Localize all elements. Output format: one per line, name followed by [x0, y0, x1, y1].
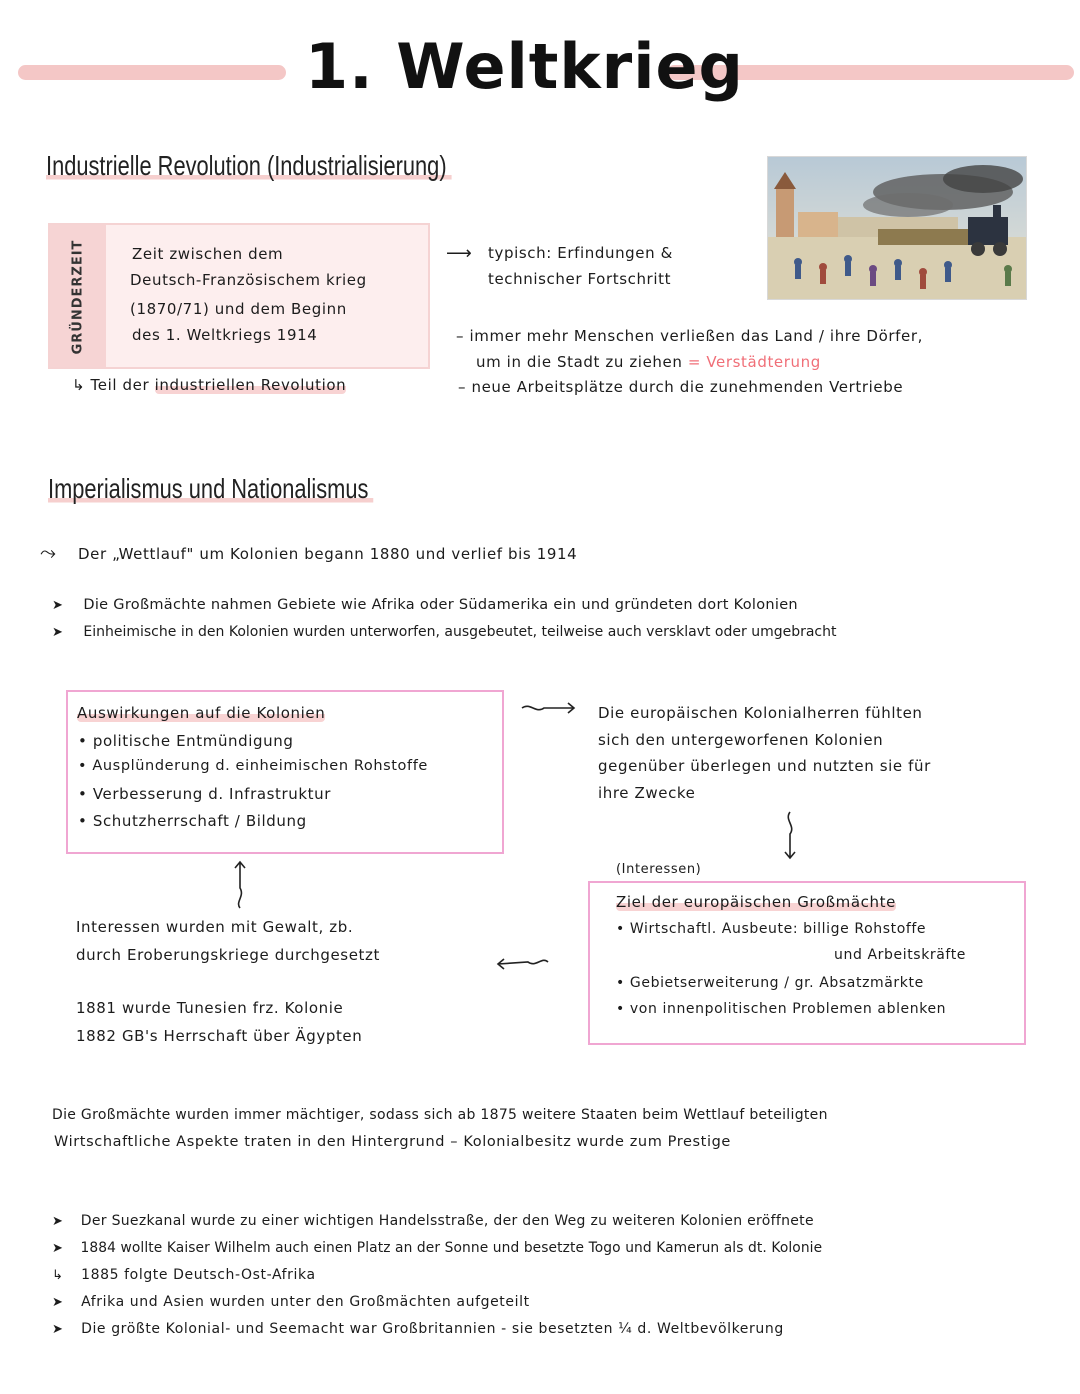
railway-illustration [767, 156, 1027, 300]
colonies-item-2: • Ausplünderung d. einheimischen Rohstoffe [78, 758, 428, 774]
colonies-item-3: • Verbesserung d. Infrastruktur [78, 785, 332, 803]
goals-item-3: • von innenpolitischen Problemen ablenken [616, 1001, 947, 1017]
force-line-2: durch Eroberungskriege durchgesetzt [76, 946, 380, 964]
final-bullet-2: ➤ 1884 wollte Kaiser Wilhelm auch einen Platz an der Sonne und besetzte Togo und Kamerun als dt. Kolonie [52, 1240, 823, 1256]
left-arrow-icon [498, 959, 548, 969]
typical-line-2: technischer Fortschritt [488, 270, 672, 288]
gruenderzeit-box [48, 223, 430, 369]
powers-bullet-2 [52, 622, 837, 640]
race-text: Der „Wettlauf" um Kolonien begann 1880 und verlief bis 1914 [77, 545, 578, 563]
up-arrow-icon [235, 862, 245, 908]
fact-2: 1882 GB's Herrschaft über Ägypten [76, 1027, 363, 1045]
dash-icon: – [458, 378, 467, 396]
triangle-bullet-icon: ➤ [52, 1322, 64, 1337]
triangle-bullet-icon: ➤ [52, 625, 64, 640]
goals-item-2: • Gebietserweiterung / gr. Absatzmärkte [616, 975, 924, 991]
rulers-line-4: ihre Zwecke [598, 784, 696, 802]
rulers-line-3: gegenüber überlegen und nutzten sie für [598, 757, 931, 775]
gruenderzeit-tab [50, 225, 106, 367]
dash-icon: – [456, 327, 465, 345]
down-arrow-icon [785, 812, 795, 858]
goals-item-1-cont: und Arbeitskräfte [834, 947, 967, 963]
typical-line-1: typisch: Erfindungen & [488, 244, 673, 262]
colonies-effects-box [66, 690, 504, 854]
bullet-text: neue Arbeitsplätze durch die zunehmenden Vertriebe [471, 378, 904, 396]
rulers-line-1: Die europäischen Kolonialherren fühlten [598, 704, 923, 722]
bullet-text: immer mehr Menschen verließen das Land / ihre Dörfer, [469, 327, 923, 345]
final-bullet-5: ➤ Die größte Kolonial- und Seemacht war Großbritannien - sie besetzten ¼ d. Weltbevölkerung [52, 1321, 784, 1337]
goals-box [588, 881, 1026, 1045]
gruenderzeit-label: GRÜNDERZEIT [70, 239, 86, 355]
note-arrow-icon: ↳ [72, 376, 86, 394]
bullet-text: Die Großmächte nahmen Gebiete wie Afrika oder Südamerika ein und gründeten dort Kolonien [83, 597, 798, 613]
colonies-item-1: • politische Entmündigung [78, 732, 294, 750]
summary-line-1: Die Großmächte wurden immer mächtiger, sodass sich ab 1875 weitere Staaten beim Wettlauf beteiligten [52, 1107, 828, 1123]
squiggle-arrow-icon: ⤳ [40, 540, 57, 564]
box-line-1: Zeit zwischen dem [132, 245, 284, 263]
box-line-3: (1870/71) und dem Beginn [130, 300, 347, 318]
note-prefix: Teil der [90, 376, 155, 394]
final-bullet-1: ➤ Der Suezkanal wurde zu einer wichtigen Handelsstraße, der den Weg zu weiteren Kolonien eröffnete [52, 1213, 814, 1229]
box-line-4: des 1. Weltkriegs 1914 [132, 326, 318, 344]
colonies-item-4: • Schutzherrschaft / Bildung [78, 812, 307, 830]
squiggle-arrow-right-icon [522, 703, 574, 713]
bullet-text: Einheimische in den Kolonien wurden unterworfen, ausgebeutet, teilweise auch versklavt oder umgebracht [83, 624, 837, 640]
return-arrow-icon: ↳ [52, 1268, 64, 1283]
page-title: 1. Weltkrieg [305, 30, 744, 103]
box-line-2: Deutsch-Französischem krieg [130, 271, 367, 289]
note-highlight: industriellen Revolution [154, 376, 347, 394]
fact-1: 1881 wurde Tunesien frz. Kolonie [76, 999, 344, 1017]
final-bullet-4: ➤ Afrika und Asien wurden unter den Großmächten aufgeteilt [52, 1294, 530, 1310]
industrial-revolution-note [72, 376, 346, 394]
section-heading-imperialism: Imperialismus und Nationalismus [48, 473, 373, 505]
section1-bullet-3 [458, 378, 903, 396]
bullet-text: um in die Stadt zu ziehen [476, 353, 688, 371]
triangle-bullet-icon: ➤ [52, 598, 64, 613]
race-arrow-line [40, 540, 577, 564]
section1-bullet-1 [456, 327, 923, 345]
triangle-bullet-icon: ➤ [52, 1295, 64, 1310]
typical-arrow-icon: ⟶ [446, 243, 473, 264]
final-bullet-3: ↳ 1885 folgte Deutsch-Ost-Afrika [52, 1267, 316, 1283]
rulers-line-2: sich den untergeworfenen Kolonien [598, 731, 884, 749]
summary-line-2: Wirtschaftliche Aspekte traten in den Hintergrund – Kolonialbesitz wurde zum Prestige [54, 1134, 731, 1150]
section-heading-industrial-revolution: Industrielle Revolution (Industrialisierung) [46, 150, 451, 182]
urbanization-term: = Verstädterung [687, 353, 821, 371]
goals-box-heading: Ziel der europäischen Großmächte [616, 893, 896, 911]
force-line-1: Interessen wurden mit Gewalt, zb. [76, 918, 354, 936]
title-decor-left [18, 65, 286, 80]
goals-item-1: • Wirtschaftl. Ausbeute: billige Rohstoffe [616, 921, 927, 937]
colonies-box-heading: Auswirkungen auf die Kolonien [77, 704, 326, 722]
section1-bullet-2 [476, 353, 821, 371]
triangle-bullet-icon: ➤ [52, 1214, 64, 1229]
interests-label: (Interessen) [616, 862, 702, 877]
triangle-bullet-icon: ➤ [52, 1241, 63, 1256]
powers-bullet-1 [52, 595, 798, 613]
